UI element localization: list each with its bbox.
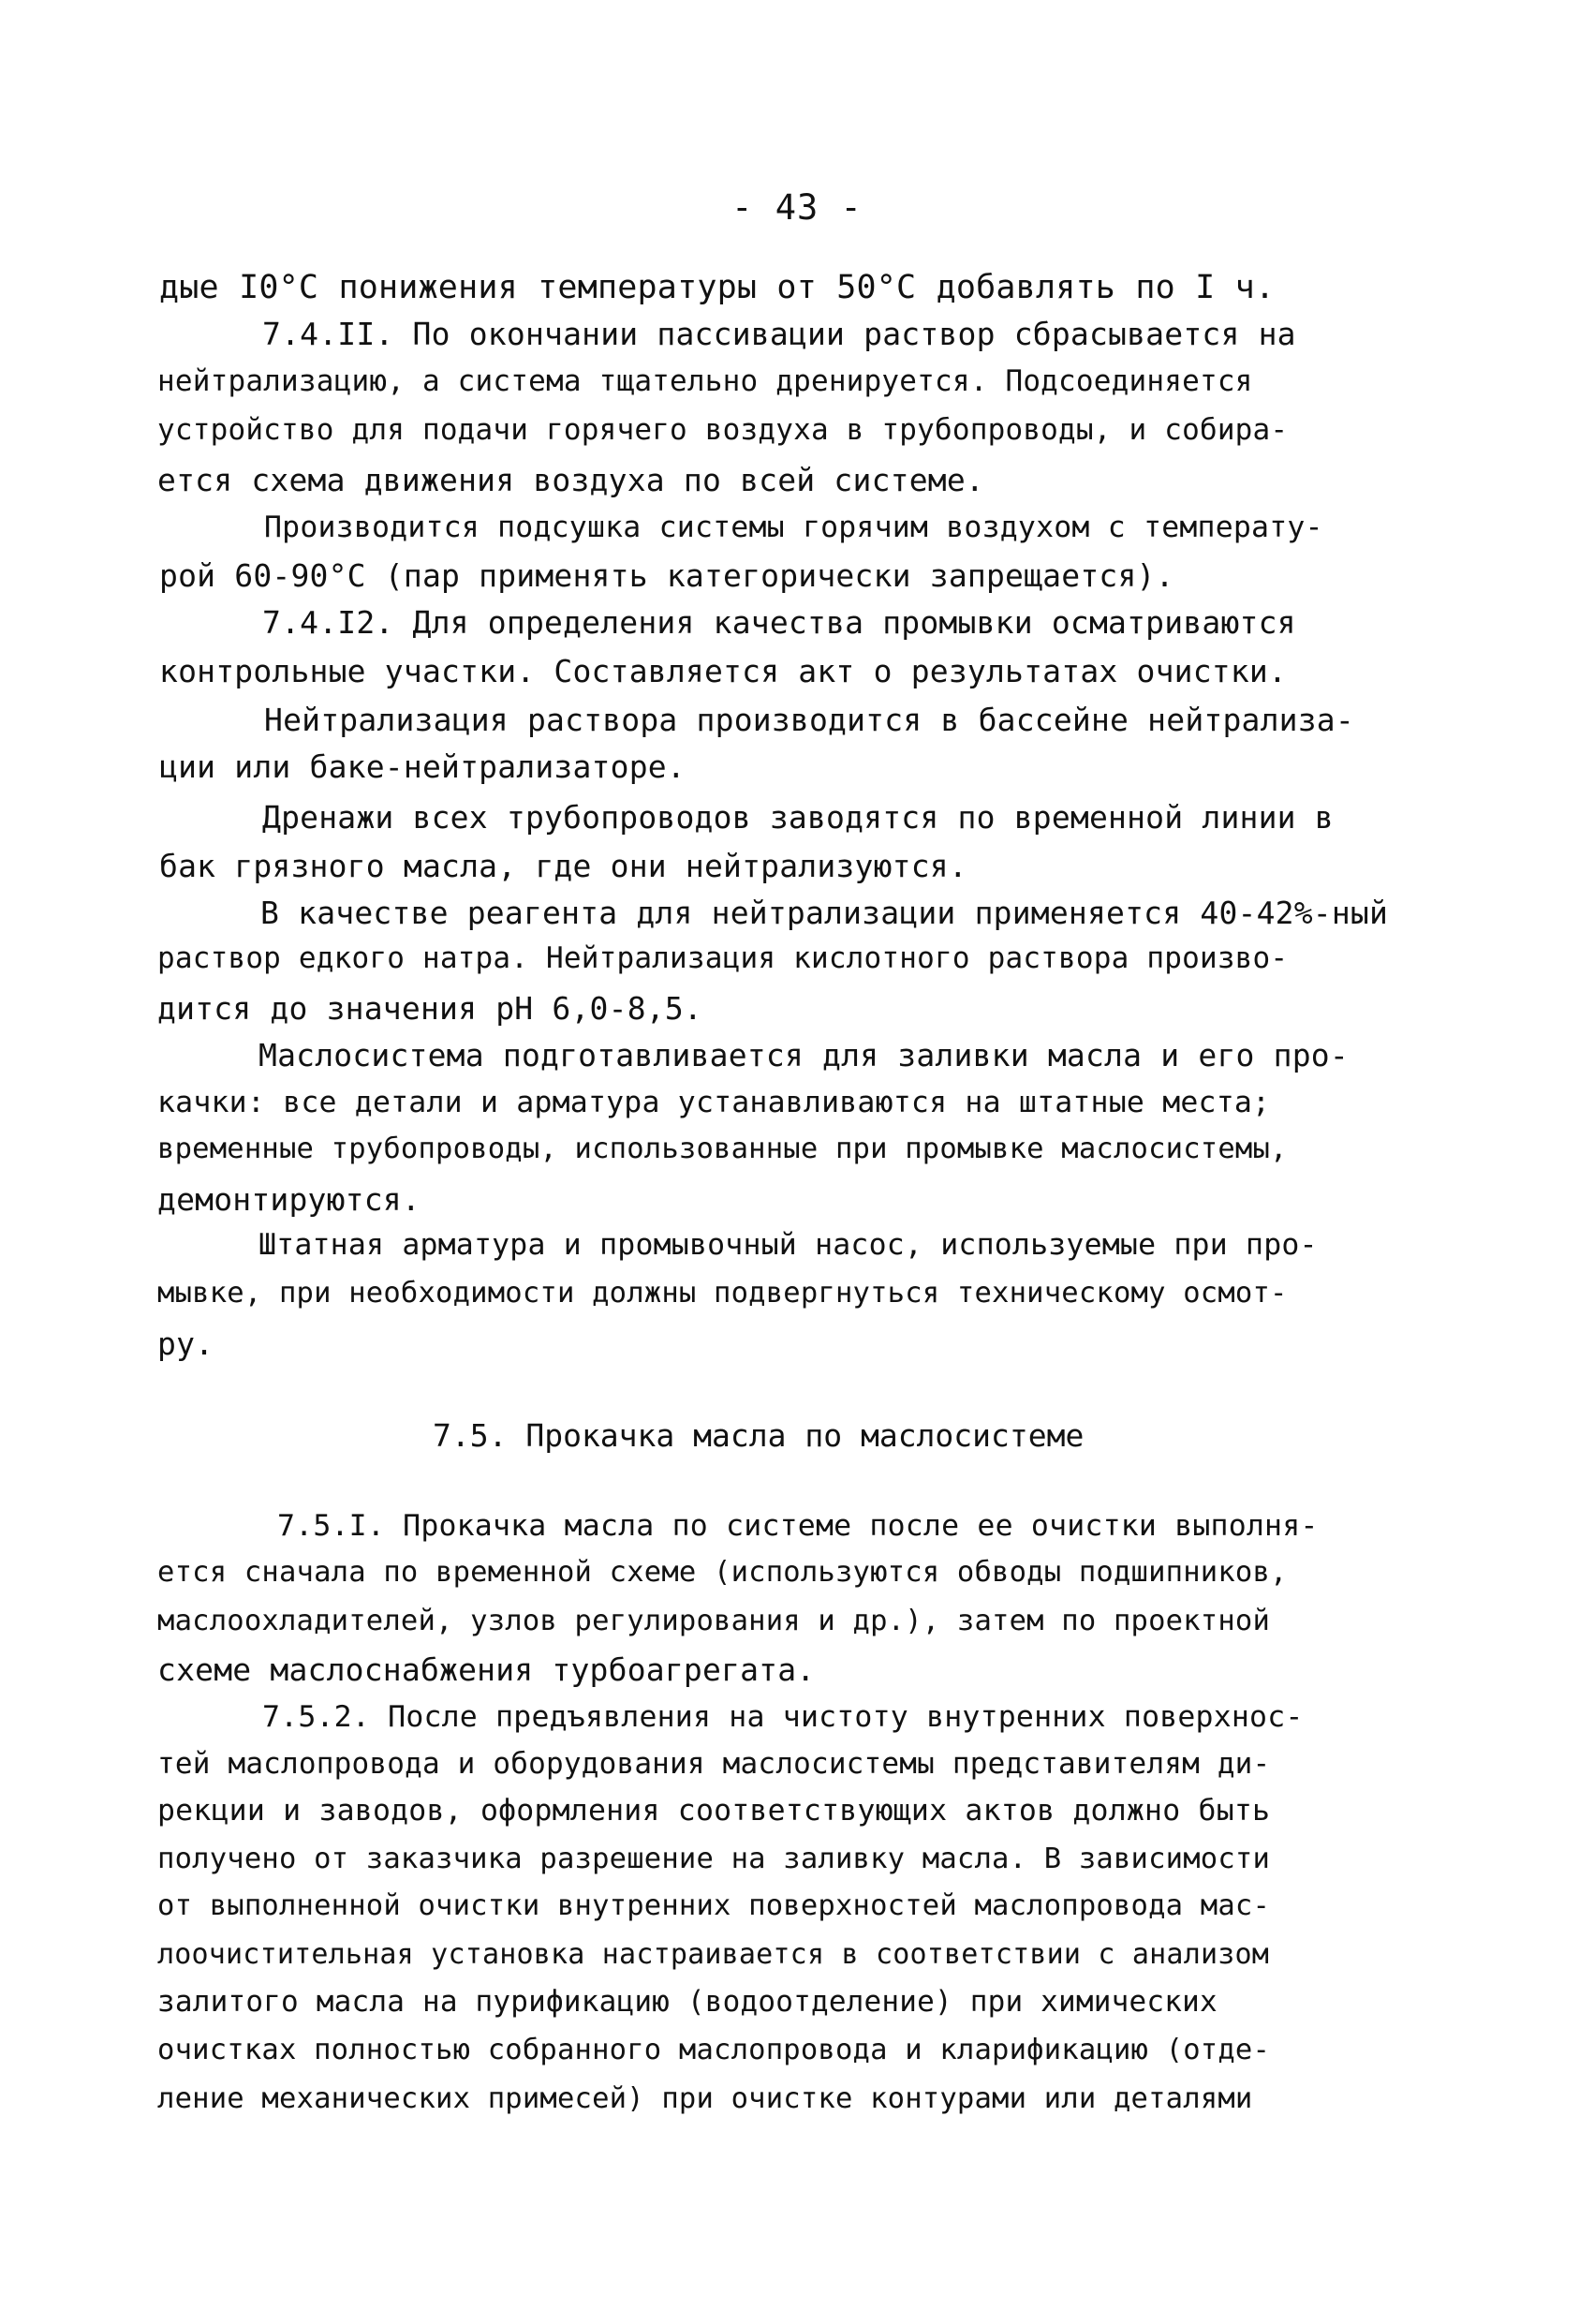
text-line: 7.4.II. По окончании пассивации раствор сбрасывается на — [262, 316, 1296, 352]
text-line: бак грязного масла, где они нейтрализуются. — [159, 848, 967, 884]
text-line: устройство для подачи горячего воздуха в трубопроводы, и собира- — [157, 413, 1289, 447]
text-line: 7.5.I. Прокачка масла по системе после ее очистки выполня- — [277, 1509, 1319, 1543]
text-line: нейтрализацию, а система тщательно дренируется. Подсоединяется — [157, 364, 1253, 398]
text-line: ется схема движения воздуха по всей системе. — [157, 462, 984, 498]
text-line: контрольные участки. Составляется акт о результатах очистки. — [159, 653, 1288, 689]
text-line: рой 60-90°C (пар применять категорически запрещается). — [159, 557, 1174, 594]
text-line: демонтируются. — [157, 1181, 421, 1218]
text-line: залитого масла на пурификацию (водоотделение) при химических — [157, 1985, 1218, 2019]
text-line: 7.5.2. После предъявления на чистоту внутренних поверхнос- — [262, 1700, 1304, 1734]
text-line: дые I0°C понижения температуры от 50°C добавлять по I ч. — [159, 269, 1276, 306]
text-line: мывке, при необходимости должны подвергнуться техническому осмот- — [157, 1277, 1288, 1310]
page-number: - 43 - — [731, 187, 863, 228]
text-line: ление механических примесей) при очистке контурами или деталями — [157, 2082, 1253, 2115]
text-line: Маслосистема подготавливается для заливки масла и его про- — [258, 1037, 1349, 1073]
text-line: маслоохладителей, узлов регулирования и др.), затем по проектной — [157, 1605, 1271, 1637]
text-line: Производится подсушка системы горячим воздухом с температу- — [264, 511, 1323, 544]
text-line: очистках полностью собранного маслопровода и кларификацию (отде- — [157, 2034, 1271, 2066]
text-line: лоочистительная установка настраивается в соответствии с анализом — [157, 1938, 1269, 1971]
text-line: 7.4.I2. Для определения качества промывки осматриваются — [262, 604, 1296, 641]
text-line: временные трубопроводы, использованные при промывке маслосистемы, — [157, 1132, 1288, 1165]
text-line: качки: все детали и арматура устанавливаются на штатные места; — [157, 1086, 1271, 1119]
text-line: рекции и заводов, оформления соответствующих актов должно быть — [157, 1794, 1271, 1828]
text-line: ру. — [157, 1325, 214, 1362]
text-line: от выполненной очистки внутренних поверхностей маслопровода мас- — [157, 1889, 1271, 1922]
text-line: ется сначала по временной схеме (используются обводы подшипников, — [157, 1556, 1288, 1589]
text-line: тей маслопровода и оборудования маслосистемы представителям ди- — [157, 1747, 1271, 1781]
text-line: схеме маслоснабжения турбоагрегата. — [157, 1651, 816, 1688]
text-line: получено от заказчика разрешение на заливку масла. В зависимости — [157, 1843, 1271, 1875]
text-line: раствор едкого натра. Нейтрализация кислотного раствора произво- — [157, 941, 1289, 975]
text-line: В качестве реагента для нейтрализации применяется 40-42%-ный — [260, 895, 1389, 931]
text-line: Дренажи всех трубопроводов заводятся по временной линии в — [262, 799, 1334, 836]
text-line: Нейтрализация раствора производится в бассейне нейтрализа- — [264, 702, 1354, 738]
section-heading: 7.5. Прокачка масла по маслосистеме — [433, 1417, 1085, 1454]
text-line: Штатная арматура и промывочный насос, используемые при про- — [258, 1228, 1318, 1262]
text-line: дится до значения pH 6,0-8,5. — [157, 990, 702, 1027]
text-line: ции или баке-нейтрализаторе. — [159, 748, 686, 785]
